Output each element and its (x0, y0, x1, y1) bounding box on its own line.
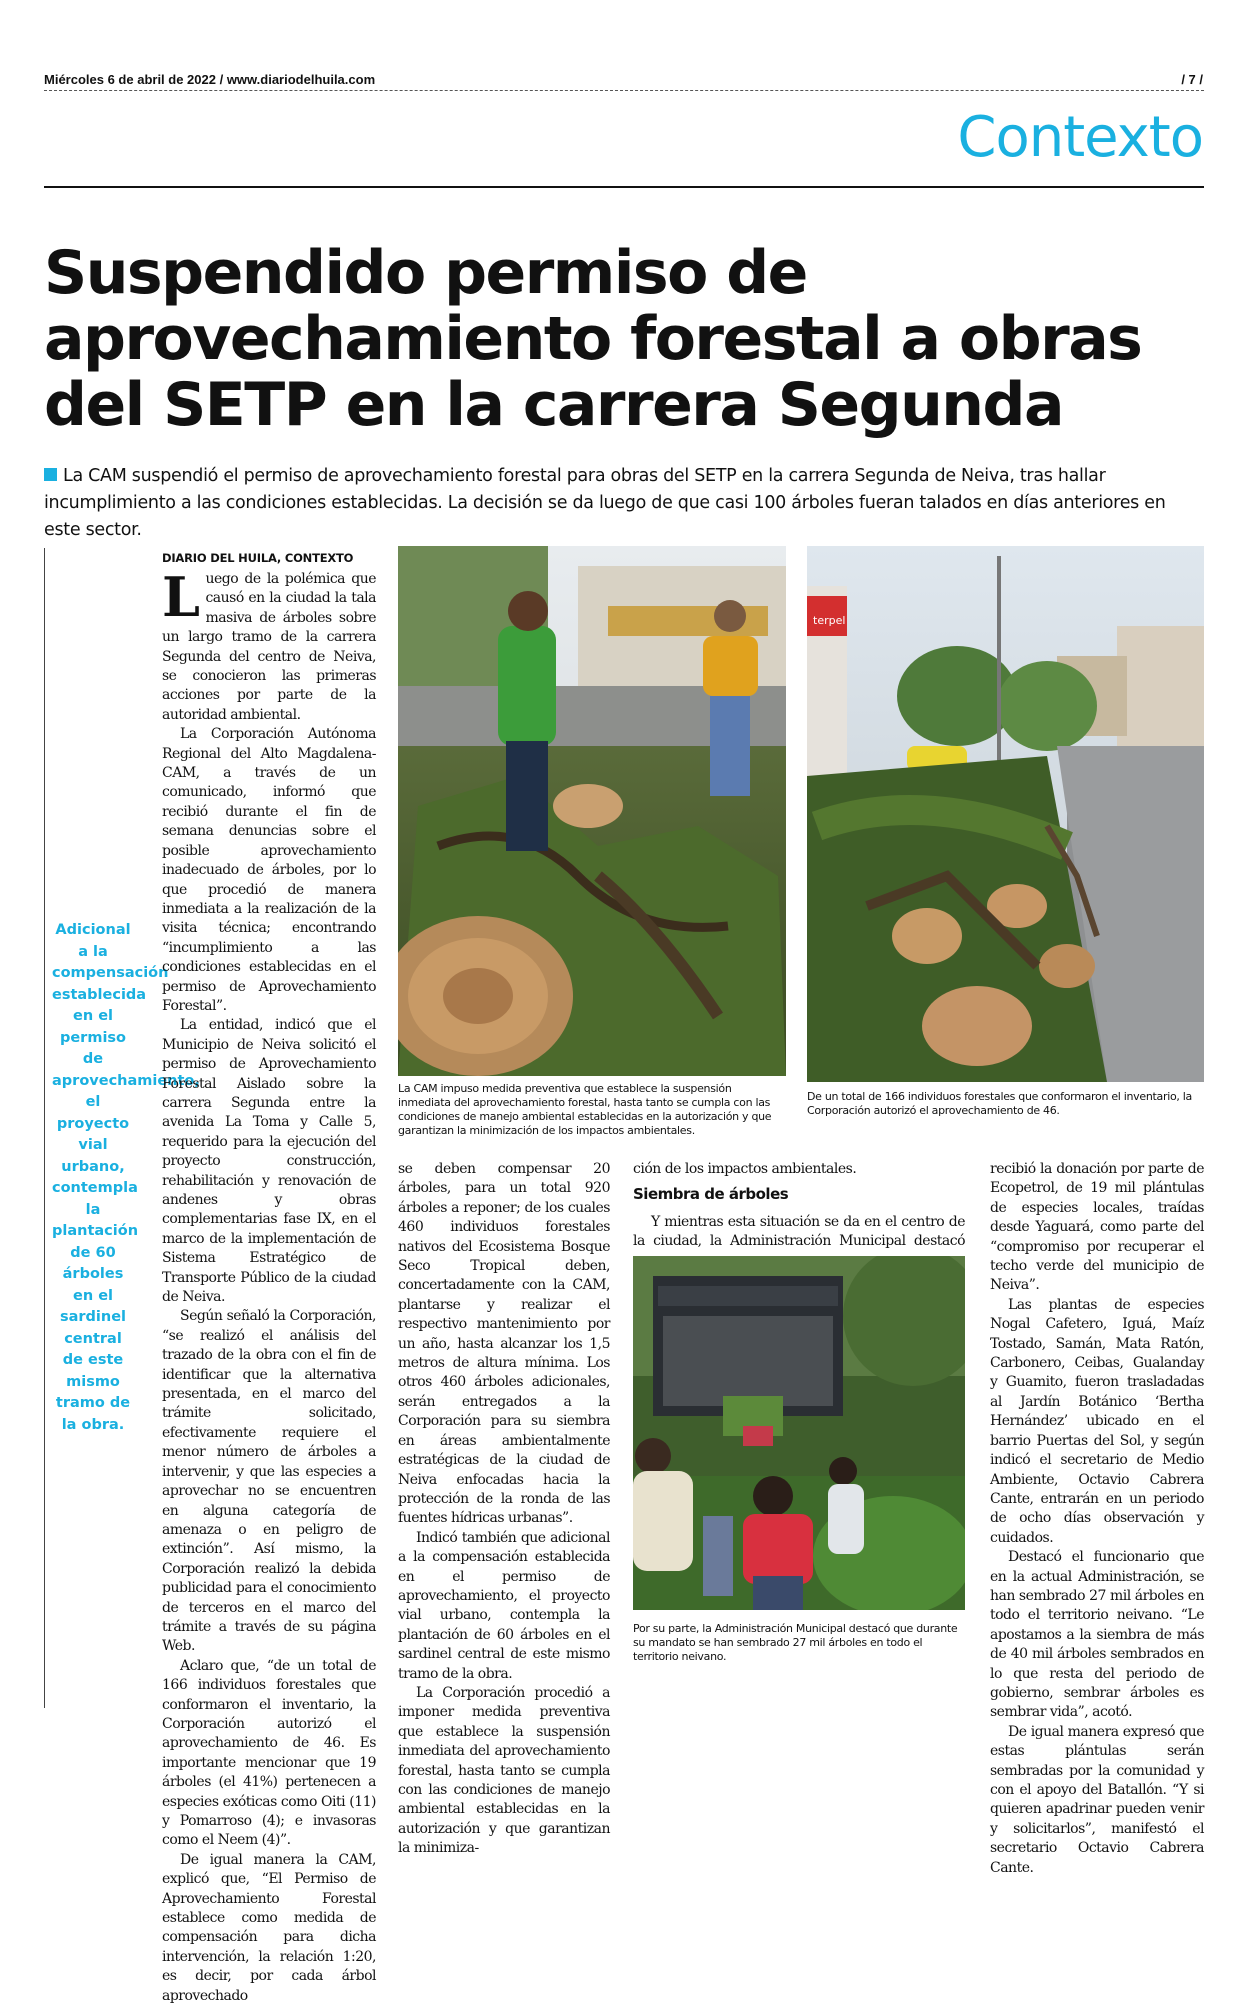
paragraph: Aclaro que, “de un total de 166 individuos forestales que conformaron el inventario, la Corporación autorizó el aprovechamiento de 46. Es importante mencionar que 19 árboles (el 41%) pertenecen a especies exóticas como Oiti (11) y Pomarroso (4); e invasoras como el Neem (4)”. (162, 1657, 376, 1849)
paragraph: Luego de la polémica que causó en la ciudad la tala masiva de árboles sobre un largo tramo de la carrera Segunda del centro de Neiva, se conocieron las primeras acciones por parte de la autoridad ambiental. (162, 565, 376, 723)
photo-cam-inspection-image (398, 546, 786, 1076)
lead-text: La CAM suspendió el permiso de aprovechamiento forestal para obras del SETP en la carrera Segunda de Neiva, tras hallar incumplimiento a las condiciones establecidas. La decisión se da luego de que casi 100 árboles fueran talados en días anteriores en este sector. (44, 466, 1166, 540)
section-rule (44, 186, 1204, 188)
paragraph: De igual manera la CAM, explicó que, “El Permiso de Aprovechamiento Forestal establece como medida de compensación para dicha intervención, la relación 1:20, es decir, por cada árbol aprovechado (162, 1851, 376, 2004)
photo-cam-inspection (398, 546, 786, 1076)
photo-felled-trees-image (807, 546, 1204, 1082)
article-column-2 (398, 1160, 610, 1859)
pullquote: Adicional a la compensación establecida en el permiso de aprovechamiento, el proyecto vial urbano, contempla la plantación de 60 árboles en el sardinel central de este mismo tramo de la obra. (52, 922, 200, 1433)
pullquote-rule (44, 548, 45, 1708)
paragraph: La Corporación procedió a imponer medida preventiva que establece la suspensión inmediata del aprovechamiento forestal, hasta tanto se cumpla con las condiciones de manejo ambiental establecidas en la autorización y que garantizan la minimiza- (398, 1684, 610, 1857)
paragraph: La Corporación Autónoma Regional del Alto Magdalena-CAM, a través de un comunicado, informó que recibió durante el fin de semana denuncias sobre el posible aprovechamiento inadecuado de árboles, por lo que procedió de manera inmediata a la realización de la visita técnica; encontrando “incumplimiento a las condiciones establecidas en el permiso de Aprovechamiento Forestal”. (162, 726, 376, 1014)
paragraph: recibió la donación por parte de Ecopetrol, de 19 mil plántulas de especies locales, traídas desde Yaguará, como parte del “compromiso por recuperar el techo verde del municipio de Neiva”. (990, 1161, 1204, 1294)
photo-caption-3: Por su parte, la Administración Municipal destacó que durante su mandato se han sembrado 27 mil árboles en todo el territorio neivano. (633, 1622, 958, 1663)
drop-cap: L (162, 565, 200, 629)
photo-caption-2: De un total de 166 individuos forestales que conformaron el inventario, la Corporación autorizó el aprovechamiento de 46. (807, 1090, 1192, 1117)
article-column-1 (162, 565, 376, 2006)
photo-seedlings-image (633, 1256, 965, 1610)
folio-date-url: Miércoles 6 de abril de 2022 / www.diariodelhuila.com (44, 72, 376, 87)
headline: Suspendido permiso de aprovechamiento forestal a obras del SETP en la carrera Segunda (44, 238, 1142, 440)
paragraph: De igual manera expresó que estas plántulas serán sembradas por la comunidad y con el apoyo del Batallón. “Y si quieren apadrinar pueden venir y solicitarlos”, manifestó el secretario Octavio Cabrera Cante. (990, 1723, 1204, 1876)
article-column-4 (990, 1160, 1204, 1878)
section-title: Contexto (957, 105, 1203, 170)
photo-seedlings (633, 1256, 965, 1610)
paragraph: se deben compensar 20 árboles, para un total 920 árboles a reponer; de los cuales 460 individuos forestales nativos del Ecosistema Bosque Seco Tropical deben, concertadamente con la CAM, plantarse y realizar el respectivo mantenimiento por un año, hasta alcanzar los 1,5 metros de altura mínima. Los otros 460 árboles adicionales, serán entregados a la Corporación para su siembra en áreas ambientalmente estratégicas de la ciudad de Neiva enfocadas hacia la protección de la ronda de las fuentes hídricas urbanas”. (398, 1161, 610, 1527)
lead-square-icon (44, 468, 57, 481)
paragraph: Las plantas de especies Nogal Cafetero, Iguá, Maíz Tostado, Samán, Mata Ratón, Carbonero, Ceibas, Gualanday y Guamito, fueron trasladadas al Jardín Botánico ‘Bertha Hernández’ ubicado en el barrio Puertas del Sol, y según indicó el secretario de Medio Ambiente, Octavio Cabrera Cante, entrarán en un periodo de ocho días observación y cuidados. (990, 1296, 1204, 1546)
paragraph: La entidad, indicó que el Municipio de Neiva solicitó el permiso de Aprovechamiento Forestal Aislado sobre la carrera Segunda entre la avenida La Toma y Calle 5, requerido para la ejecución del proyecto construcción, rehabilitación y renovación de andenes y obras complementarias fase IX, en el marco de la implementación de Sistema Estratégico de Transporte Público de la ciudad de Neiva. (162, 1017, 376, 1306)
paragraph: Destacó el funcionario que en la actual Administración, se han sembrado 27 mil árboles en todo el territorio neivano. “Le apostamos a la siembra de más de 40 mil árboles sembrados en lo que resta del periodo de gobierno, sembrar árboles es sembrar vida”, acotó. (990, 1549, 1204, 1721)
article-column-3 (633, 1160, 965, 1271)
photo-caption-1: La CAM impuso medida preventiva que establece la suspensión inmediata del aprovechamiento forestal, hasta tanto se cumpla con las condiciones de manejo ambiental establecidas en la autorización y que garantizan la minimización de los impactos ambientales. (398, 1082, 772, 1137)
photo-felled-trees (807, 546, 1204, 1082)
subheading: Siembra de árboles (633, 1185, 789, 1204)
paragraph: Según señaló la Corporación, “se realizó el análisis del trazado de la obra con el fin de identificar que la alternativa presentada, en el marco del trámite solicitado, efectivamente requiere el menor número de árboles a intervenir, y que las especies a aprovechar no se encuentren en alguna categoría de amenaza o en peligro de extinción”. Así mismo, la Corporación realizó la debida publicidad para el conocimiento de terceros en el marco del trámite a través de su página Web. (162, 1308, 376, 1655)
paragraph: ción de los impactos ambientales. (633, 1161, 857, 1177)
terpel-sign: terpel (813, 614, 846, 627)
page-number: / 7 / (1181, 72, 1203, 87)
lead-paragraph (44, 463, 1204, 544)
byline: DIARIO DEL HUILA, CONTEXTO (162, 551, 354, 565)
paragraph: Indicó también que adicional a la compensación establecida en el permiso de aprovechamiento, el proyecto vial urbano, contempla la plantación de 60 árboles en el sardinel central de este mismo tramo de la obra. (398, 1529, 610, 1682)
paragraph: Y mientras esta situación se da en el centro de la ciudad, la Administración Municipal destacó (633, 1213, 965, 1250)
header-divider (44, 90, 1204, 91)
